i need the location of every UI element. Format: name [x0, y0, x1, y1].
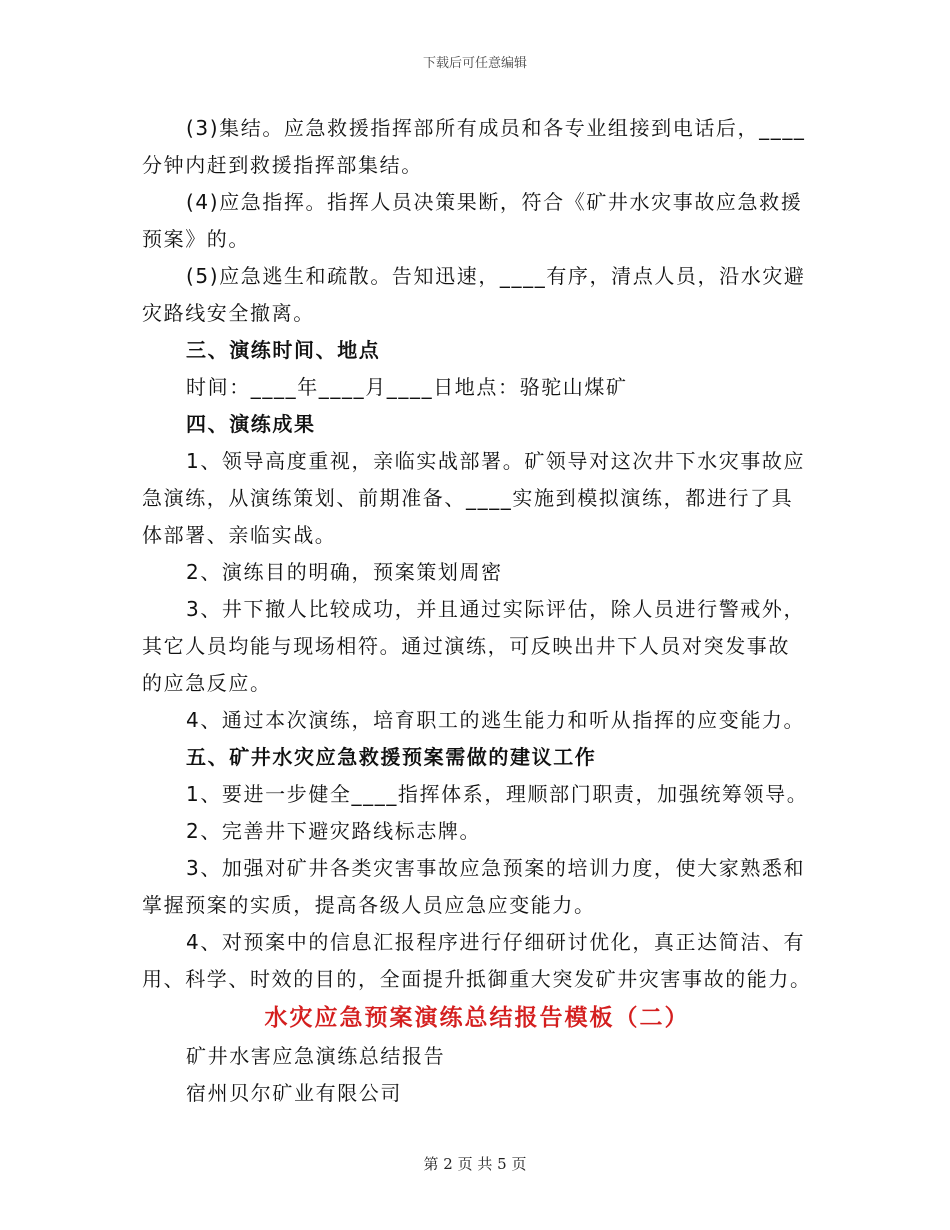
body-paragraphs [142, 110, 812, 998]
text-line: 4、通过本次演练，培育职工的逃生能力和听从指挥的应变能力。 [186, 708, 806, 732]
section-heading: 四、演练成果 [186, 412, 316, 436]
text-line: 预案》的。 [142, 227, 250, 251]
text-line: (4)应急指挥。指挥人员决策果断，符合《矿井水灾事故应急救援 [186, 190, 803, 214]
section-heading: 五、矿井水灾应急救援预案需做的建议工作 [186, 745, 597, 769]
text-line: 体部署、亲临实战。 [142, 523, 337, 547]
text-line: 灾路线安全撤离。 [142, 301, 315, 325]
text-line: 掌握预案的实质，提高各级人员应急应变能力。 [142, 893, 596, 917]
text-line: 用、科学、时效的目的，全面提升抵御重大突发矿井灾害事故的能力。 [142, 967, 812, 991]
text-line: 3、加强对矿井各类灾害事故应急预案的培训力度，使大家熟悉和 [186, 856, 806, 880]
section-title: 水灾应急预案演练总结报告模板（二） [264, 1005, 690, 1031]
text-line: 时间：____年____月____日地点：骆驼山煤矿 [186, 375, 628, 399]
text-line: 3、井下撤人比较成功，并且通过实际评估，除人员进行警戒外， [186, 597, 806, 621]
text-line: (5)应急逃生和疏散。告知迅速，____有序，清点人员，沿水灾避 [186, 264, 806, 288]
section-heading: 三、演练时间、地点 [186, 338, 381, 362]
document-body [142, 110, 812, 1112]
text-line: 的应急反应。 [142, 671, 272, 695]
text-line: 2、演练目的明确，预案策划周密 [186, 560, 503, 584]
text-line: 矿井水害应急演练总结报告 [186, 1044, 446, 1068]
page-footer: 第 2 页 共 5 页 [423, 1155, 527, 1173]
text-line: (3)集结。应急救援指挥部所有成员和各专业组接到电话后，____ [186, 116, 806, 140]
text-line: 宿州贝尔矿业有限公司 [186, 1081, 402, 1105]
text-line: 分钟内赶到救援指挥部集结。 [142, 153, 423, 177]
text-line: 1、要进一步健全____指挥体系，理顺部门职责，加强统筹领导。 [186, 782, 809, 806]
report-intro-lines [142, 1038, 812, 1112]
text-line: 2、完善井下避灾路线标志牌。 [186, 819, 482, 843]
page-header: 下载后可任意编辑 [422, 56, 527, 71]
text-line: 1、领导高度重视，亲临实战部署。矿领导对这次井下水灾事故应 [186, 449, 806, 473]
text-line: 急演练，从演练策划、前期准备、____实施到模拟演练，都进行了具 [142, 486, 794, 510]
text-line: 4、对预案中的信息汇报程序进行仔细研讨优化，真正达简洁、有 [186, 930, 806, 954]
text-line: 其它人员均能与现场相符。通过演练，可反映出井下人员对突发事故 [142, 634, 790, 658]
